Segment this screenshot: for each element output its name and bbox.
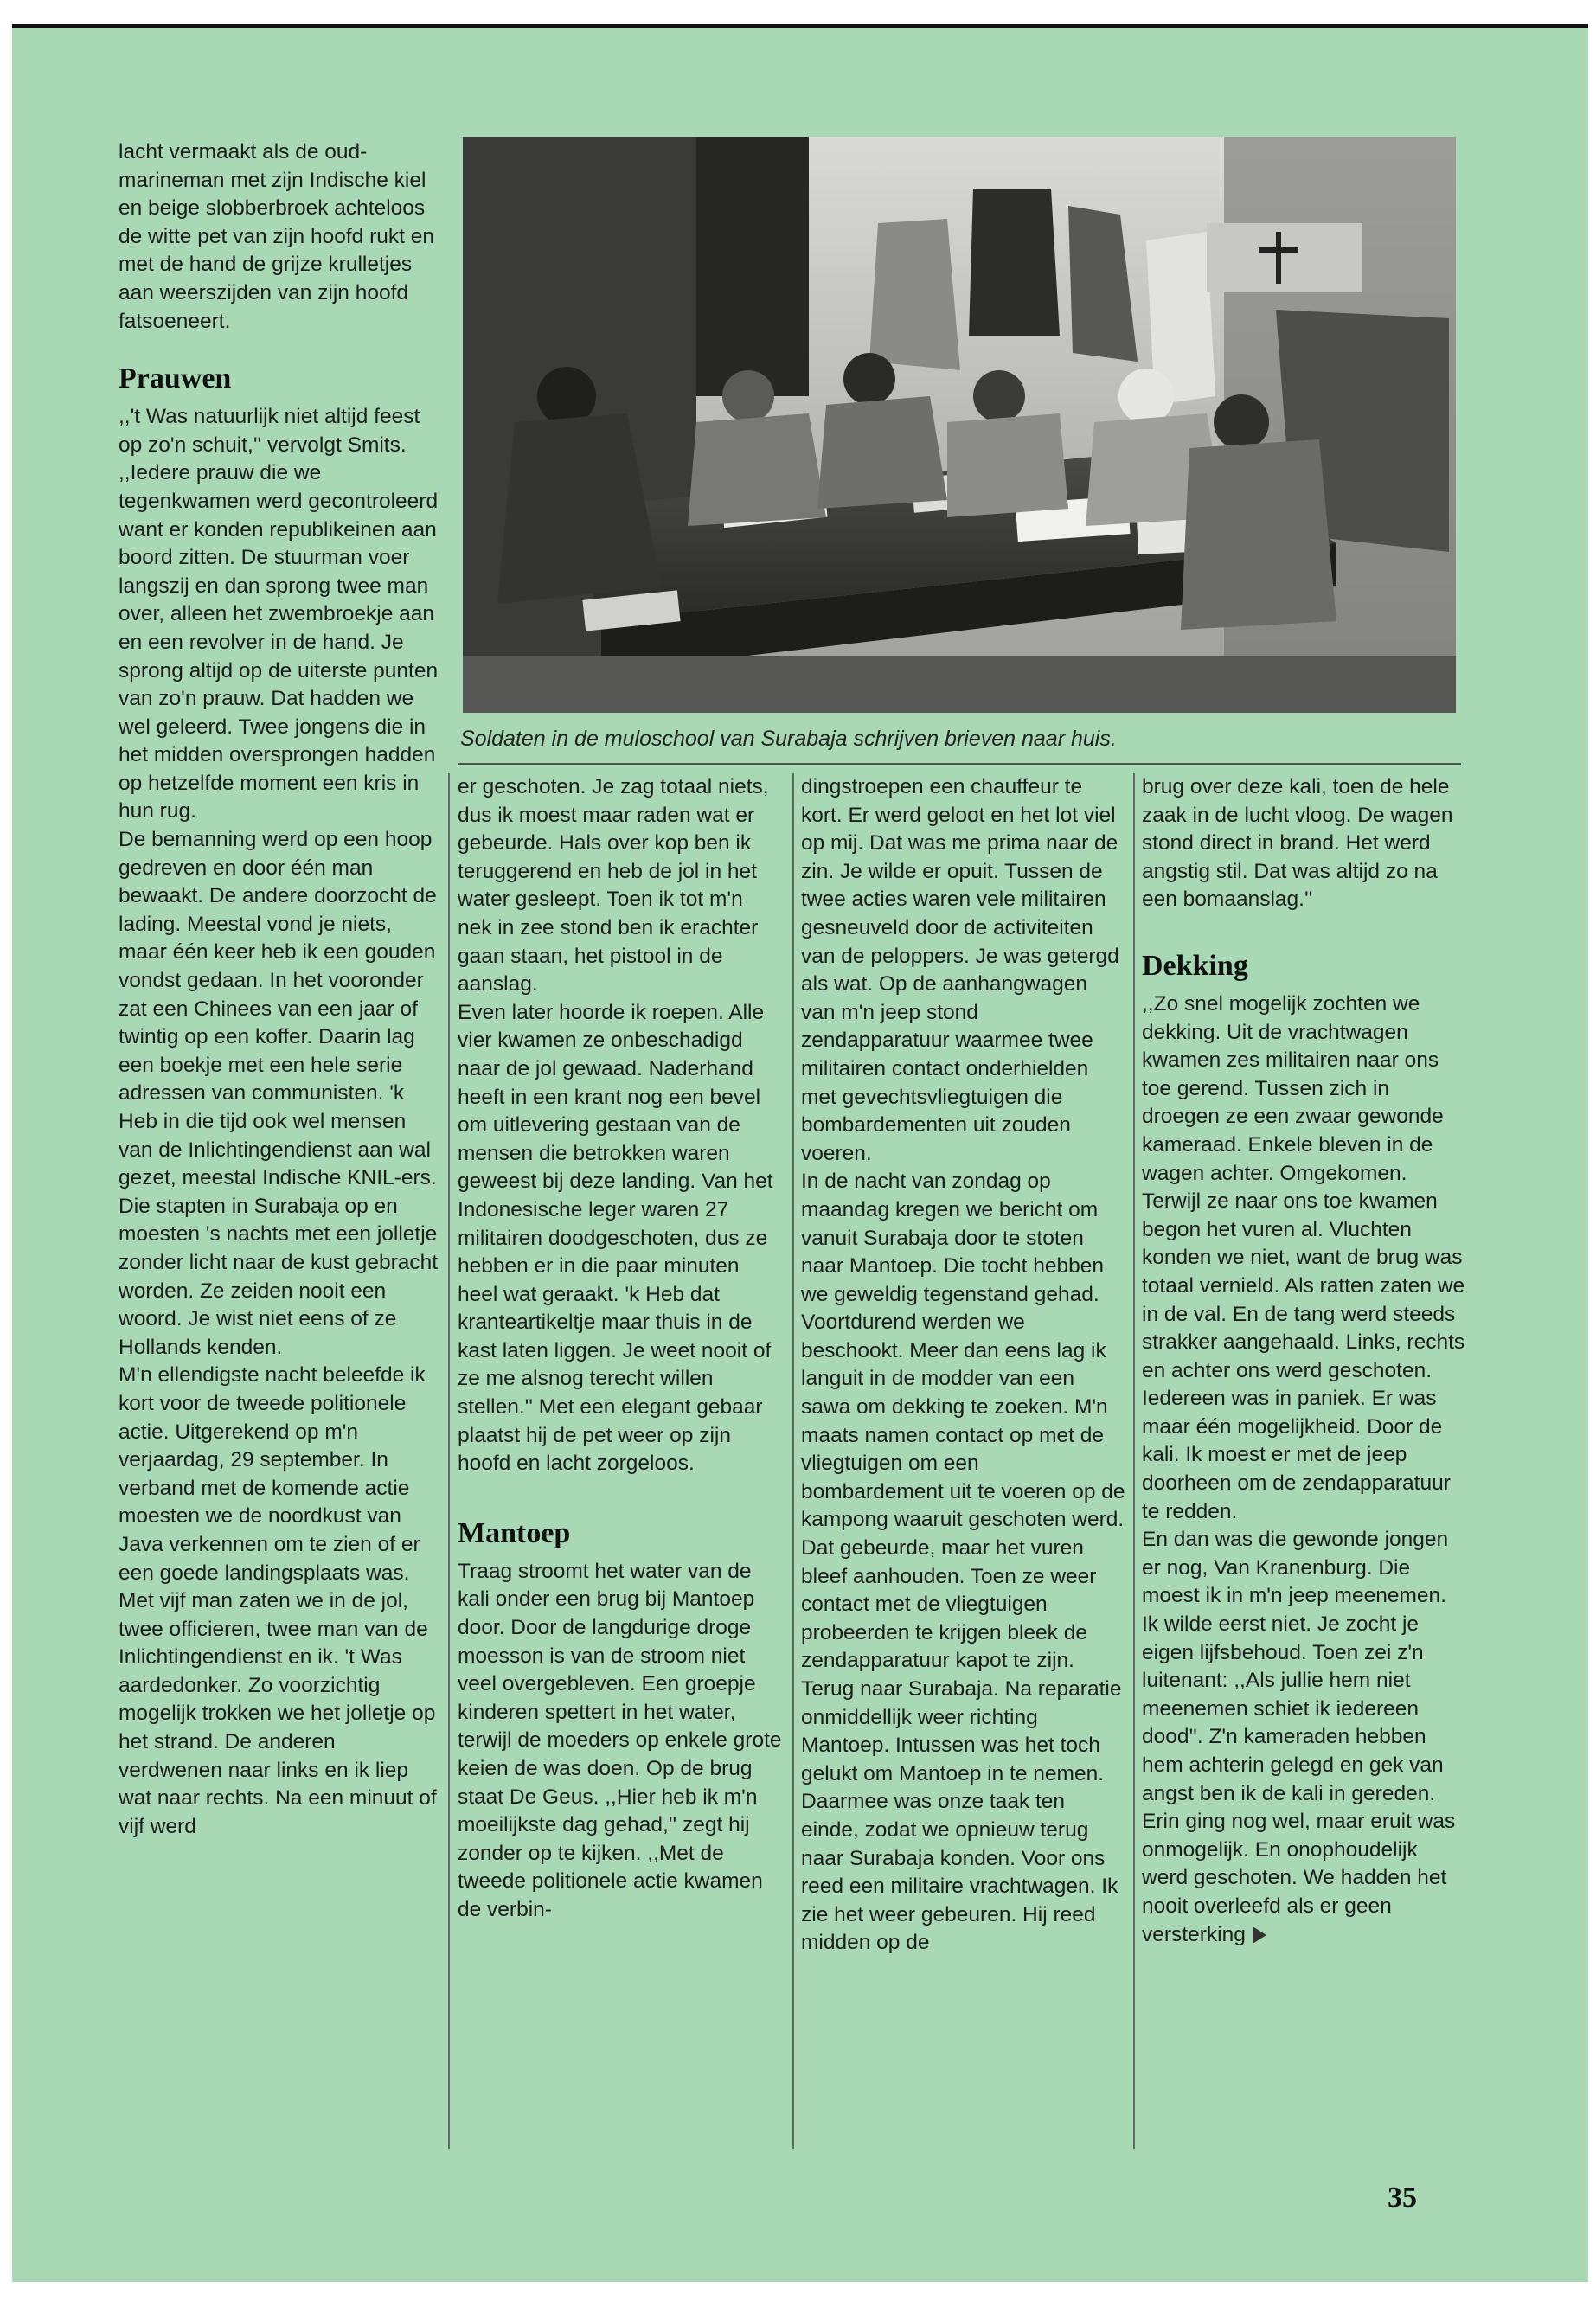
paragraph: lacht vermaakt als de oud-marineman met zijn Indische kiel en beige slobberbroek achteloos de witte pet van zijn hoofd rukt en met de hand de grijze krulletjes aan weerszijden van zijn hoofd fatsoeneert. — [119, 140, 434, 333]
section-heading-dekking: Dekking — [1142, 949, 1248, 982]
section-heading-prauwen: Prauwen — [119, 362, 232, 395]
paragraph: Traag stroomt het water van de kali onder een brug bij Mantoep door. Door de langdurige droge moesson is van de stroom niet veel overgebleven. Een groepje kinderen spettert in het water, terwijl de moeders op enkele grote keien de was doen. Op de brug staat De Geus. ,,Hier heb ik m'n moeilijkste dag gehad,'' zegt hij zonder op te kijken. ,,Met de tweede politionele actie kwamen de verbin- — [458, 1559, 782, 1921]
section-heading-mantoep: Mantoep — [458, 1516, 571, 1549]
column-divider — [448, 773, 450, 2149]
column-divider — [792, 773, 794, 2149]
photo-caption: Soldaten in de muloschool van Surabaja schrijven brieven naar huis. — [460, 727, 1117, 751]
column-divider — [1133, 773, 1135, 2149]
magazine-page — [12, 24, 1588, 2282]
paragraph: dingstroepen een chauffeur te kort. Er werd geloot en het lot viel op mij. Dat was me prima naar de zin. Je wilde er opuit. Tussen de twee acties waren vele militairen gesneuveld door de activiteiten van de peloppers. Je was getergd als wat. Op de aanhangwagen van m'n jeep stond zendapparatuur waarmee twee militairen contact onderhielden met gevechtsvliegtuigen die bombardementen uit zouden voeren. — [801, 775, 1119, 1165]
paragraph — [1142, 1526, 1466, 1949]
paragraph: brug over deze kali, toen de hele zaak in de lucht vloog. De wagen stond direct in brand. Het werd angstig stil. Dat was altijd zo na een bomaanslag.'' — [1142, 775, 1453, 912]
paragraph: Even later hoorde ik roepen. Alle vier kwamen ze onbeschadigd naar de jol gewaad. Naderhand heeft in een krant nog een bevel om uitlevering gestaan van de mensen die betrokken waren geweest bij deze landing. Van het Indonesische leger waren 27 militairen doodgeschoten, dus ze hebben er in die paar minuten heel wat geraakt. 'k Heb dat kranteartikeltje maar thuis in de kast laten liggen. Je weet nooit of ze me alsnog terecht willen stellen.'' Met een elegant gebaar plaatst hij de pet weer op zijn hoofd en lacht zorgeloos. — [458, 1000, 773, 1476]
article-column-1 — [119, 138, 442, 1841]
soldiers-writing-photo — [463, 137, 1456, 713]
article-column-3 — [801, 773, 1125, 1958]
paragraph: In de nacht van zondag op maandag kregen we bericht om vanuit Surabaja door te stoten naar Mantoep. Die tocht hebben we geweldig tegenstand gehad. Voortdurend werden we beschookt. Meer dan eens lag ik languit in de modder van een sawa om dekking te zoeken. M'n maats namen contact op met de vliegtuigen om een bombardement uit te voeren op de kampong waaruit geschoten werd. Dat gebeurde, maar het vuren bleef aanhouden. Toen ze weer contact met de vliegtuigen probeerden te krijgen bleek de zendapparatuur kapot te zijn. Terug naar Surabaja. Na reparatie onmiddellijk weer richting Mantoep. Intussen was het toch gelukt om Mantoep in te nemen. Daarmee was onze taak ten einde, zodat we opnieuw terug naar Surabaja konden. Voor ons reed een militaire vrachtwagen. Ik zie het weer gebeuren. Hij reed midden op de — [801, 1170, 1125, 1955]
paragraph-text: En dan was die gewonde jongen er nog, Van Kranenburg. Die moest ik in m'n jeep meenemen. Ik wilde eerst niet. Je zocht je eigen lijfsbehoud. Toen zei z'n luitenant: ,,Als jullie hem niet meenemen schiet ik iedereen dood''. Z'n kameraden hebben hem achterin gelegd en gek van angst ben ik de kali in gereden. Erin ging nog wel, maar eruit was onmogelijk. En onophoudelijk werd geschoten. We hadden het nooit overleefd als er geen versterking — [1142, 1528, 1456, 1946]
continue-arrow-icon — [1253, 1926, 1266, 1944]
paragraph: er geschoten. Je zag totaal niets, dus ik moest maar raden wat er gebeurde. Hals over kop ben ik teruggerend en heb de jol in het water gesleept. Toen ik tot m'n nek in zee stond ben ik erachter gaan staan, het pistool in de aanslag. — [458, 775, 769, 997]
paragraph: De bemanning werd op een hoop gedreven en door één man bewaakt. De andere doorzocht de lading. Meestal vond je niets, maar één keer heb ik een gouden vondst gedaan. In het vooronder zat een Chinees van een jaar of twintig op een koffer. Daarin lag een boekje met een hele serie adressen van communisten. 'k Heb in die tijd ook wel mensen van de Inlichtingendienst aan wal gezet, meestal Indische KNIL-ers. Die stapten in Surabaja op en moesten 's nachts met een jolletje zonder licht naar de kust gebracht worden. Ze zeiden nooit een woord. Je wist niet eens of ze Hollands kenden. — [119, 828, 439, 1359]
article-photo — [463, 137, 1456, 713]
paragraph: ,,Zo snel mogelijk zochten we dekking. Uit de vrachtwagen kwamen zes militairen naar ons toe gerend. Tussen zich in droegen ze een zwaar gewonde kameraad. Enkele bleven in de wagen achter. Omgekomen. Terwijl ze naar ons toe kwamen begon het vuren al. Vluchten konden we niet, want de brug was totaal vernield. Als ratten zaten we in de val. En de tang werd steeds strakker aangehaald. Links, rechts en achter ons werd geschoten. Iedereen was in paniek. Er was maar één mogelijkheid. Door de kali. Ik moest er met de jeep doorheen om de zendapparatuur te redden. — [1142, 991, 1465, 1523]
caption-divider — [458, 763, 1461, 765]
page-number: 35 — [1388, 2182, 1417, 2214]
article-column-2 — [458, 773, 782, 1925]
article-column-4 — [1142, 773, 1466, 1949]
paragraph: M'n ellendigste nacht beleefde ik kort voor de tweede politionele actie. Uitgerekend op m'n verjaardag, 29 september. In verband met de komende actie moesten we de noordkust van Java verkennen om te zien of er een goede landingsplaats was. Met vijf man zaten we in de jol, twee officieren, twee man van de Inlichtingendienst en ik. 't Was aardedonker. Zo voorzichtig mogelijk trokken we het jolletje op het strand. De anderen verdwenen naar links en ik liep wat naar rechts. Na een minuut of vijf werd — [119, 1363, 437, 1838]
paragraph: ,,'t Was natuurlijk niet altijd feest op zo'n schuit,'' vervolgt Smits. ,,Iedere prauw die we tegenkwamen werd gecontroleerd want er konden republikeinen aan boord zitten. De stuurman voer langszij en dan sprong twee man over, alleen het zwembroekje aan en een revolver in de hand. Je sprong altijd op de uiterste punten van zo'n prauw. Dat hadden we wel geleerd. Twee jongens die in het midden oversprongen hadden op hetzelfde moment een kris in hun rug. — [119, 405, 439, 824]
